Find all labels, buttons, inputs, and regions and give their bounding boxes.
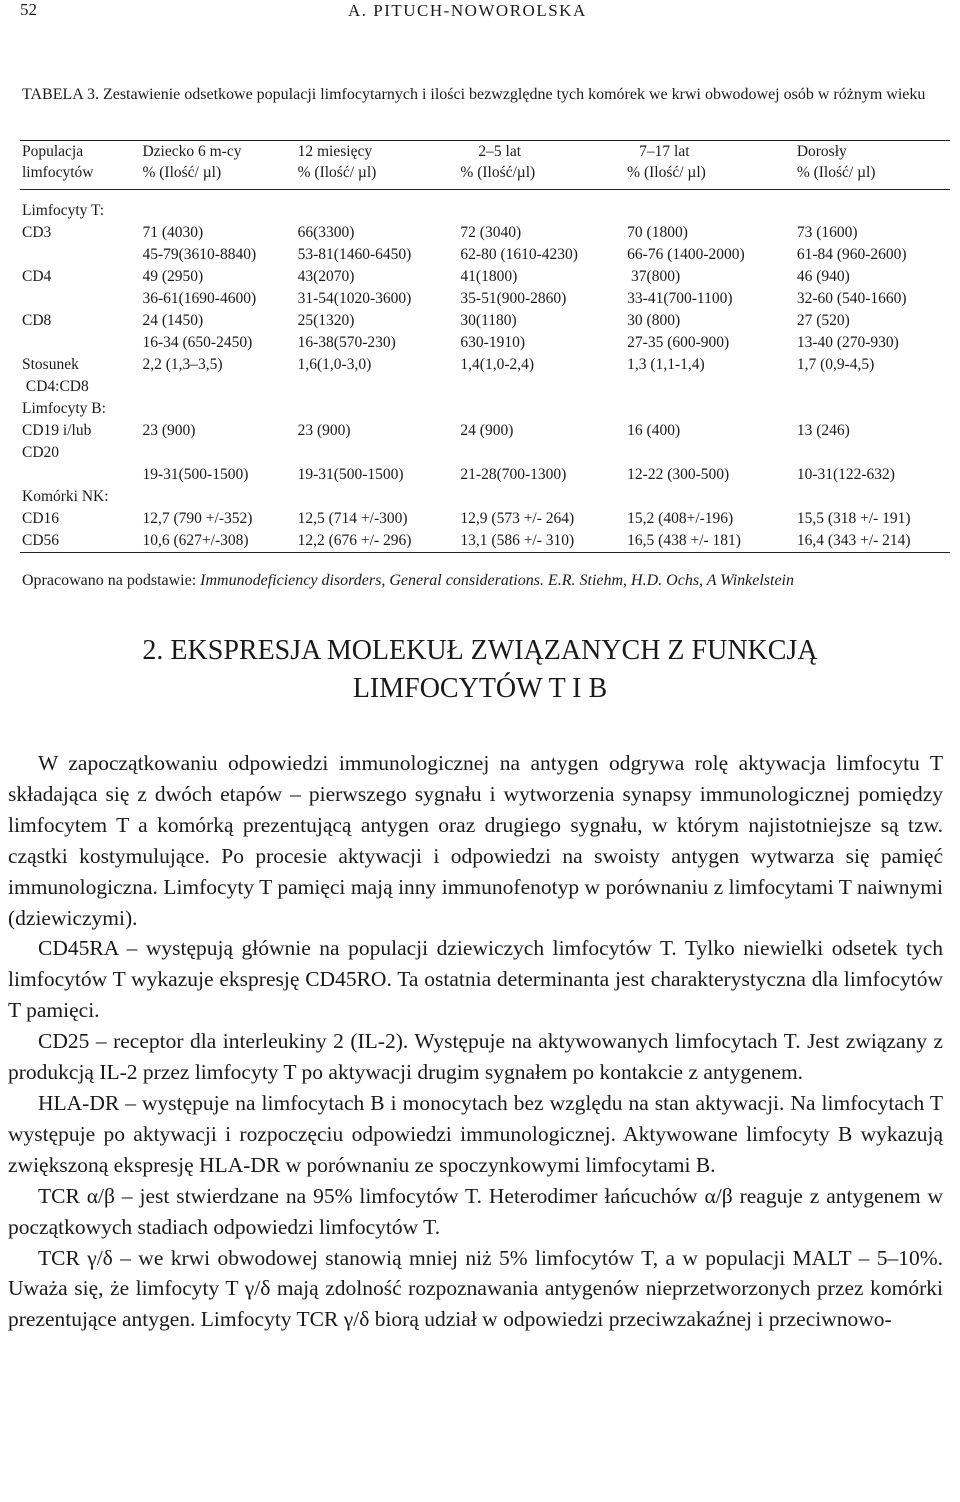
table-cell: [20, 288, 140, 310]
table-cell: 24 (900): [460, 422, 514, 439]
table-cell: CD4:CD8: [22, 378, 89, 395]
table-cell: [296, 398, 459, 420]
table-cell: 12,7 (790 +/-352): [142, 510, 253, 527]
table-cell: 37(800): [627, 268, 681, 285]
table-cell: [140, 486, 295, 508]
running-title: A. PITUCH-NOWOROLSKA: [348, 1, 587, 20]
table-row: [20, 398, 950, 420]
column-header: [795, 141, 950, 190]
table-body: [20, 190, 950, 553]
table-cell: 10-31(122-632): [796, 466, 895, 483]
section-title-line-2: LIMFOCYTÓW T I B: [352, 673, 608, 704]
table-cell: CD8: [22, 312, 52, 329]
table-cell: [296, 486, 459, 508]
table-row: [20, 354, 950, 376]
table-row: [20, 464, 950, 486]
table-cell: 1,4(1,0-2,4): [460, 356, 535, 373]
column-header-line: Dziecko 6 m-cy: [142, 143, 242, 160]
table-header-row: [20, 141, 950, 190]
column-header-line: % (Ilość/ µl): [142, 164, 222, 181]
table-cell: 30(1180): [460, 312, 517, 329]
paragraph: HLA-DR – występuje na limfocytach B i monocytach bez względu na stan aktywacji. Na limfocytach T występuje po aktywacji i rozpoczęciu odpowiedzi immunologicznej. Aktywowane limfocyty B wykazują zwiększoną ekspresję HLA-DR w porównaniu ze spoczynkowymi limfocytami B.: [8, 1090, 943, 1177]
table-row: [20, 530, 950, 553]
table-source-note: [22, 569, 942, 592]
section-title-line-1: 2. EKSPRESJA MOLEKUŁ ZWIĄZANYCH Z FUNKCJĄ: [142, 635, 818, 666]
table-row: [20, 508, 950, 530]
table-cell: CD19 i/lub: [22, 422, 92, 439]
column-header-line: Populacja: [22, 143, 84, 160]
table-cell: [458, 376, 625, 398]
table-cell: [140, 190, 295, 223]
table-cell: 19-31(500-1500): [297, 466, 404, 483]
table-cell: 13,1 (586 +/- 310): [460, 532, 575, 549]
table-cell: 53-81(1460-6450): [297, 246, 412, 263]
paragraph: W zapoczątkowaniu odpowiedzi immunologicznej na antygen odgrywa rolę aktywacja limfocytu T składająca się z dwóch etapów – pierwszego sygnału i wytworzenia synapsy immunologicznej pomiędzy limfocytem T a komórką prezentującą antygen oraz drugiego sygnału, w którym najistotniejsze są tzw. cząstki kostymulujące. Po procesie aktywacji i odpowiedzi na swoisty antygen wytwarza się pamięć immunologiczna. Limfocyty T pamięci mają inny immunofenotyp w porównaniu z limfocytami T naiwnymi (dziewiczymi).: [8, 751, 943, 930]
table-row: [20, 190, 950, 223]
table-cell: 23 (900): [297, 422, 351, 439]
table-cell: [458, 398, 625, 420]
table-cell: [20, 464, 140, 486]
source-prefix: Opracowano na podstawie:: [22, 572, 201, 589]
body-text: [8, 748, 943, 1335]
table-cell: 49 (2950): [142, 268, 204, 285]
paragraph: TCR α/β – jest stwierdzane na 95% limfocytów T. Heterodimer łańcuchów α/β reaguje z antygenem w początkowych stadiach odpowiedzi limfocytów T.: [8, 1183, 943, 1239]
table-row: [20, 486, 950, 508]
table-cell: 12,5 (714 +/-300): [297, 510, 408, 527]
table-cell: CD20: [22, 444, 60, 461]
table-cell: 62-80 (1610-4230): [460, 246, 578, 263]
table-cell: [458, 486, 625, 508]
column-header-line: 7–17 lat: [639, 143, 690, 160]
table-cell: 16 (400): [627, 422, 681, 439]
column-header-line: % (Ilość/µl): [460, 164, 536, 181]
table-row: [20, 288, 950, 310]
column-header: [140, 141, 295, 190]
table-cell: [625, 190, 795, 223]
table-cell: 70 (1800): [627, 224, 688, 241]
table-cell: [795, 486, 950, 508]
table-cell: 31-54(1020-3600): [297, 290, 412, 307]
column-header-line: % (Ilość/ µl): [297, 164, 377, 181]
table-cell: CD16: [22, 510, 60, 527]
column-header-line: % (Ilość/ µl): [796, 164, 876, 181]
table-cell: [20, 244, 140, 266]
table-cell: [795, 398, 950, 420]
table-row: [20, 222, 950, 244]
table-row: [20, 442, 950, 464]
table-row: [20, 332, 950, 354]
table-cell: 12,9 (573 +/- 264): [460, 510, 575, 527]
table-cell: Limfocyty T:: [22, 202, 105, 219]
table-cell: 21-28(700-1300): [460, 466, 567, 483]
table-cell: [625, 398, 795, 420]
table-cell: 35-51(900-2860): [460, 290, 567, 307]
section-title: [0, 632, 960, 708]
table-cell: 45-79(3610-8840): [142, 246, 257, 263]
table-cell: [140, 442, 295, 464]
column-header-line: Dorosły: [796, 143, 847, 160]
table-cell: 27 (520): [796, 312, 850, 329]
table-cell: 46 (940): [796, 268, 850, 285]
table-cell: [625, 442, 795, 464]
table-caption: TABELA 3. Zestawienie odsetkowe populacji limfocytarnych i ilości bezwzględne tych komórek we krwi obwodowej osób w różnym wieku: [22, 86, 926, 103]
table-cell: 13 (246): [796, 422, 850, 439]
table-row: [20, 266, 950, 288]
table-cell: [458, 442, 625, 464]
table-cell: [795, 442, 950, 464]
table-cell: 66-76 (1400-2000): [627, 246, 745, 263]
column-header-line: 2–5 lat: [478, 143, 522, 160]
table-cell: 71 (4030): [142, 224, 204, 241]
table-cell: 30 (800): [627, 312, 681, 329]
table-cell: CD3: [22, 224, 52, 241]
paragraph: CD25 – receptor dla interleukiny 2 (IL-2). Występuje na aktywowanych limfocytach T. Jest związany z produkcją IL-2 przez limfocyty T po aktywacji drugim sygnałem po kontakcie z antygenem.: [8, 1029, 943, 1085]
table-cell: 41(1800): [460, 268, 518, 285]
table-cell: 61-84 (960-2600): [796, 246, 907, 263]
table-cell: 2,2 (1,3–3,5): [142, 356, 223, 373]
table-cell: [458, 190, 625, 223]
table-cell: 15,5 (318 +/- 191): [796, 510, 911, 527]
table-cell: 72 (3040): [460, 224, 522, 241]
table-row: [20, 310, 950, 332]
column-header: [625, 141, 795, 190]
table-cell: 24 (1450): [142, 312, 204, 329]
table-cell: 27-35 (600-900): [627, 334, 730, 351]
table-cell: 1,7 (0,9-4,5): [796, 356, 875, 373]
table-cell: 43(2070): [297, 268, 355, 285]
paragraph: CD45RA – występują głównie na populacji dziewiczych limfocytów T. Tylko niewielki odsetek tych limfocytów T wykazuje ekspresję CD45RO. Ta ostatnia determinanta jest charakterystyczna dla limfocytów T pamięci.: [8, 936, 943, 1023]
table-cell: 19-31(500-1500): [142, 466, 249, 483]
table-cell: 33-41(700-1100): [627, 290, 733, 307]
paragraph: TCR γ/δ – we krwi obwodowej stanowią mniej niż 5% limfocytów T, a w populacji MALT – 5–10%. Uważa się, że limfocyty T γ/δ mają zdolność rozpoznawania antygenów nieprzetworzonych przez komórki prezentujące antygen. Limfocyty TCR γ/δ biorą udział w odpowiedzi przeciwzakaźnej i przeciwnowo-: [8, 1245, 943, 1332]
table-cell: [296, 190, 459, 223]
table-cell: 1,3 (1,1-1,4): [627, 356, 705, 373]
table-row: [20, 420, 950, 442]
table-cell: [296, 376, 459, 398]
table-cell: CD56: [22, 532, 60, 549]
table-cell: 23 (900): [142, 422, 196, 439]
table-cell: 1,6(1,0-3,0): [297, 356, 372, 373]
table-cell: 15,2 (408+/-196): [627, 510, 734, 527]
table-cell: 73 (1600): [796, 224, 858, 241]
table-cell: [140, 398, 295, 420]
table-cell: 16-34 (650-2450): [142, 334, 253, 351]
column-header-line: 12 miesięcy: [297, 143, 373, 160]
table-cell: Limfocyty B:: [22, 400, 106, 417]
table-cell: 32-60 (540-1660): [796, 290, 907, 307]
table-cell: 36-61(1690-4600): [142, 290, 257, 307]
table-cell: 16-38(570-230): [297, 334, 396, 351]
column-header: [458, 141, 625, 190]
table-row: [20, 244, 950, 266]
table-cell: Stosunek: [22, 356, 79, 373]
table-cell: 16,5 (438 +/- 181): [627, 532, 741, 549]
table-row: [20, 376, 950, 398]
table-cell: 25(1320): [297, 312, 355, 329]
table-cell: 630-1910): [460, 334, 525, 351]
table-cell: 12-22 (300-500): [627, 466, 730, 483]
table-cell: 13-40 (270-930): [796, 334, 899, 351]
table-cell: [140, 376, 295, 398]
page-header: [0, 0, 960, 24]
table-cell: [625, 486, 795, 508]
lymphocyte-table: [20, 140, 950, 553]
table-cell: CD4: [22, 268, 52, 285]
table-cell: Komórki NK:: [22, 488, 109, 505]
table-cell: 66(3300): [297, 224, 355, 241]
column-header-line: % (Ilość/ µl): [627, 164, 706, 181]
table-cell: 10,6 (627+/-308): [142, 532, 249, 549]
table-cell: [625, 376, 795, 398]
source-reference: Immunodeficiency disorders, General considerations. E.R. Stiehm, H.D. Ochs, A Winkelstein: [200, 572, 794, 589]
table-cell: 16,4 (343 +/- 214): [796, 532, 911, 549]
column-header: [296, 141, 459, 190]
table-cell: [795, 190, 950, 223]
table-cell: [795, 376, 950, 398]
table-cell: [20, 332, 140, 354]
column-header: [20, 141, 140, 190]
table-cell: 12,2 (676 +/- 296): [297, 532, 412, 549]
column-header-line: limfocytów: [22, 164, 94, 181]
table-cell: [296, 442, 459, 464]
page-number: 52: [20, 0, 37, 19]
